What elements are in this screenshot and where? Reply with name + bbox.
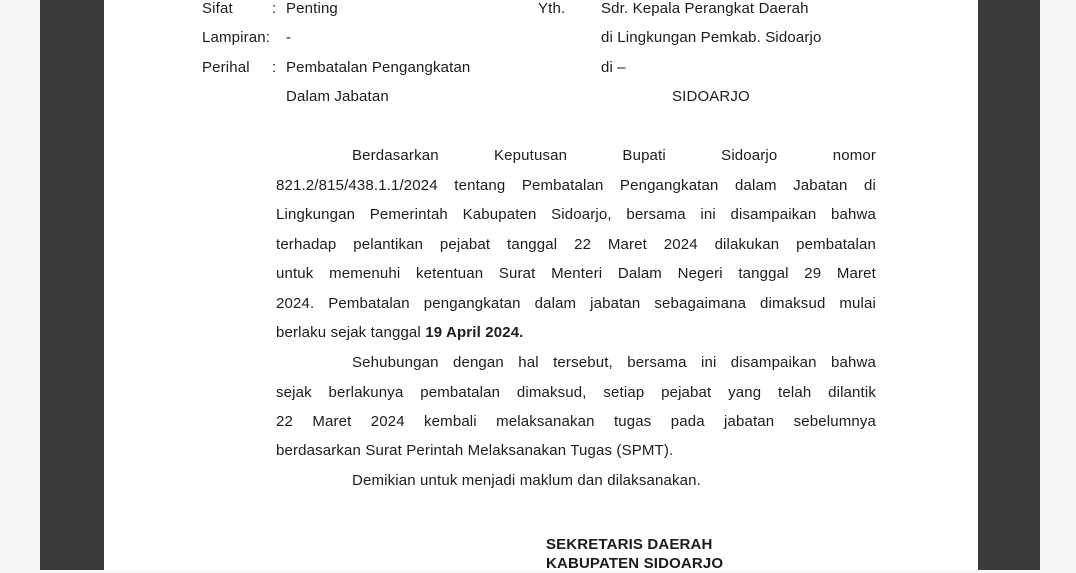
paragraph-2-line-1: Sehubungan dengan hal tersebut, bersama ini disampaikan bahwa <box>352 354 876 371</box>
perihal-value-line2: Dalam Jabatan <box>286 88 389 105</box>
lampiran-value: - <box>286 29 292 46</box>
paragraph-1-line-7 <box>276 324 524 342</box>
recipient-line1: Sdr. Kepala Perangkat Daerah <box>601 0 809 17</box>
paragraph-2-line-3: 22 Maret 2024 kembali melaksanakan tugas pada jabatan sebelumnya <box>276 413 876 430</box>
perihal-value-line1: Pembatalan Pengangkatan <box>286 59 471 76</box>
recipient-line3: di – <box>601 59 626 76</box>
perihal-colon: : <box>272 59 277 76</box>
signature-title: SEKRETARIS DAERAH <box>546 536 713 553</box>
yth-label: Yth. <box>538 0 566 17</box>
lampiran-label: Lampiran: <box>202 29 271 46</box>
dark-frame-left <box>40 0 104 570</box>
perihal-label: Perihal <box>202 59 250 76</box>
paragraph-1-line-3: Lingkungan Pemerintah Kabupaten Sidoarjo, bersama ini disampaikan bahwa <box>276 206 876 223</box>
signature-office: KABUPATEN SIDOARJO <box>546 555 724 572</box>
recipient-city: SIDOARJO <box>672 88 750 105</box>
sifat-label: Sifat <box>202 0 233 17</box>
paragraph-1-line-2: 821.2/815/438.1.1/2024 tentang Pembatalan Pengangkatan dalam Jabatan di <box>276 177 876 194</box>
dark-frame-right <box>978 0 1040 570</box>
paragraph-2-line-2: sejak berlakunya pembatalan dimaksud, setiap pejabat yang telah dilantik <box>276 384 876 401</box>
paragraph-1-line-4: terhadap pelantikan pejabat tanggal 22 Maret 2024 dilakukan pembatalan <box>276 236 876 253</box>
sifat-value: Penting <box>286 0 338 17</box>
sifat-colon: : <box>272 0 277 17</box>
closing-sentence: Demikian untuk menjadi maklum dan dilaksanakan. <box>352 472 701 489</box>
paragraph-1-line-1: Berdasarkan Keputusan Bupati Sidoarjo nomor <box>352 147 876 164</box>
paragraph-2-line-4: berdasarkan Surat Perintah Melaksanakan Tugas (SPMT). <box>276 442 674 459</box>
paragraph-1-line-6: 2024. Pembatalan pengangkatan dalam jabatan sebagaimana dimaksud mulai <box>276 295 876 312</box>
effective-date: 19 April 2024. <box>425 324 524 341</box>
paragraph-1-line-5: untuk memenuhi ketentuan Surat Menteri Dalam Negeri tanggal 29 Maret <box>276 265 876 282</box>
recipient-line2: di Lingkungan Pemkab. Sidoarjo <box>601 29 822 46</box>
paragraph-1-last-text: berlaku sejak tanggal <box>276 324 426 341</box>
